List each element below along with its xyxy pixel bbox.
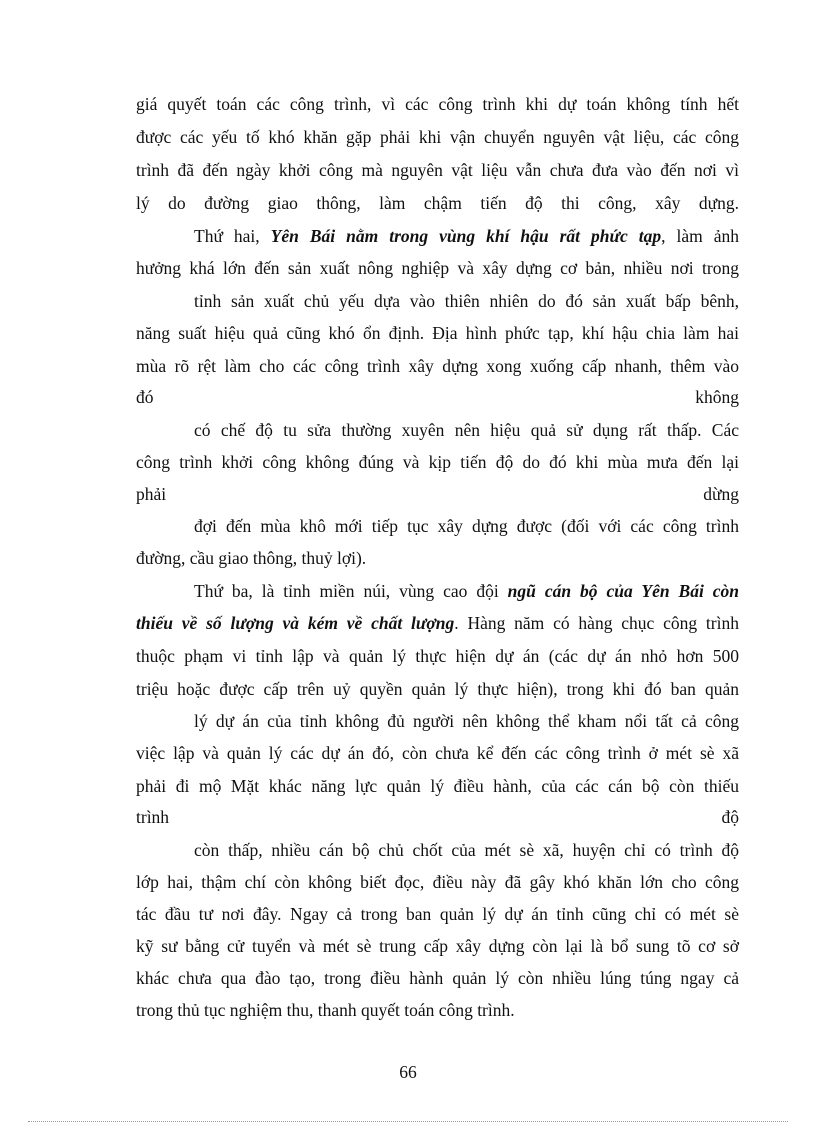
text-line: hưởng khá lớn đến sản xuất nông nghiệp và xây dựng cơ bản, nhiều nơi trong (136, 258, 739, 278)
text-line: lớp hai, thậm chí còn không biết đọc, điều này đã gây khó khăn lớn cho công (136, 872, 739, 892)
text-line-split (136, 805, 739, 829)
text-run: Thứ hai, (194, 226, 271, 246)
text-line: công trình khởi công không đúng và kịp tiến độ do đó khi mùa mưa đến lại (136, 452, 739, 472)
text-line-emphasis (136, 611, 739, 635)
emphasis-run: thiếu về số lượng và kém về chất lượng (136, 613, 455, 633)
text-line: kỹ sư bằng cử tuyển và mét sè trung cấp xây dựng còn lại là bổ sung tõ cơ sở (136, 936, 739, 956)
text-run: phải (136, 484, 167, 504)
page-number: 66 (399, 1062, 417, 1082)
emphasis-run: ngũ cán bộ của Yên Bái còn (507, 581, 740, 601)
text-run: Thứ ba, là tỉnh miền núi, vùng cao đội (194, 581, 508, 601)
text-line: giá quyết toán các công trình, vì các công trình khi dự toán không tính hết (136, 94, 739, 114)
text-line: năng suất hiệu quả cũng khó ổn định. Địa hình phức tạp, khí hậu chia làm hai (136, 323, 739, 343)
text-line: khác chưa qua đào tạo, trong điều hành quản lý còn nhiều lúng túng ngay cả (136, 968, 739, 988)
text-line-split (136, 482, 739, 506)
footer-divider (28, 1121, 788, 1122)
text-line: được các yếu tố khó khăn gặp phải khi vận chuyển nguyên vật liệu, các công (136, 127, 739, 147)
text-line: tác đầu tư nơi đây. Ngay cả trong ban quản lý dự án tỉnh cũng chỉ có mét sè (136, 904, 739, 924)
text-run: không (695, 387, 739, 407)
text-line: lý do đường giao thông, làm chậm tiến độ thi công, xây dựng. (136, 193, 739, 213)
text-line: trong thủ tục nghiệm thu, thanh quyết toán công trình. (136, 1000, 515, 1020)
text-line: đường, cầu giao thông, thuỷ lợi). (136, 548, 367, 568)
text-line: lý dự án của tỉnh không đủ người nên không thể kham nổi tất cả công (194, 711, 739, 731)
text-line: còn thấp, nhiều cán bộ chủ chốt của mét sè xã, huyện chỉ có trình độ (194, 840, 739, 860)
text-line: việc lập và quản lý các dự án đó, còn chưa kể đến các công trình ở mét sè xã (136, 743, 739, 763)
text-line: phải đi mộ Mặt khác năng lực quản lý điều hành, của các cán bộ còn thiếu (136, 776, 739, 796)
text-line: mùa rõ rệt làm cho các công trình xây dựng xong xuống cấp nhanh, thêm vào (136, 356, 739, 376)
emphasis-run: Yên Bái nằm trong vùng khí hậu rất phức tạp (270, 226, 662, 246)
text-line: trình đã đến ngày khởi công mà nguyên vật liệu vẫn chưa đưa vào đến nơi vì (136, 160, 739, 180)
text-run: . Hàng năm có hàng chục công trình (454, 613, 739, 633)
text-run: , làm ảnh (661, 226, 739, 246)
text-line: tỉnh sản xuất chủ yếu dựa vào thiên nhiên do đó sản xuất bấp bênh, (194, 291, 739, 311)
text-line: thuộc phạm vi tỉnh lập và quản lý thực hiện dự án (các dự án nhỏ hơn 500 (136, 646, 739, 666)
text-run: dừng (703, 484, 739, 504)
text-run: đó (136, 387, 154, 407)
text-line-split (136, 385, 739, 409)
text-run: trình (136, 807, 170, 827)
text-line: đợi đến mùa khô mới tiếp tục xây dựng được (đối với các công trình (194, 516, 739, 536)
text-line: triệu hoặc được cấp trên uỷ quyền quản lý thực hiện), trong khi đó ban quản (136, 679, 739, 699)
text-run: độ (721, 807, 739, 827)
text-line-emphasis (194, 224, 739, 248)
text-line: có chế độ tu sửa thường xuyên nên hiệu quả sử dụng rất thấp. Các (194, 420, 739, 440)
text-line-emphasis (194, 579, 739, 603)
